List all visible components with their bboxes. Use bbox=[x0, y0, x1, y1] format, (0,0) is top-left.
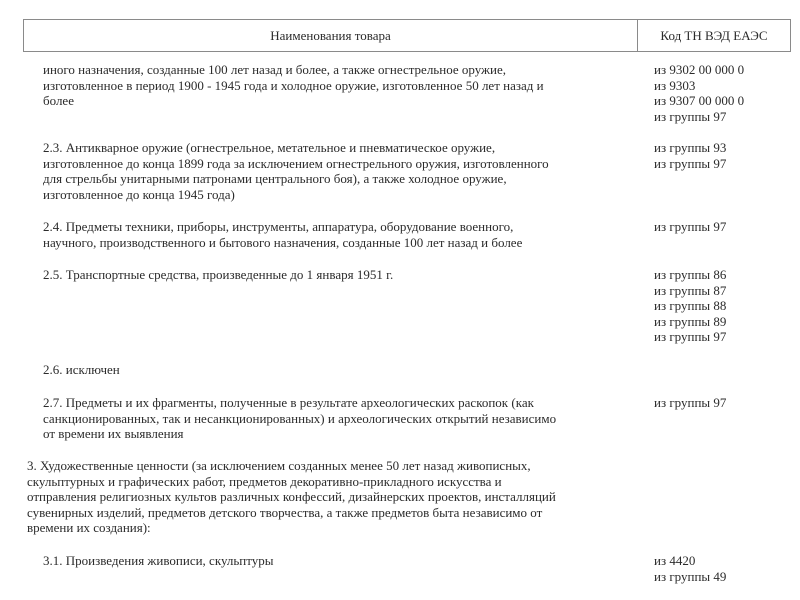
item-codes bbox=[654, 219, 726, 235]
description-line: отправления религиозных культов различных конфессий, дизайнерских проектов, инсталляций bbox=[27, 489, 556, 505]
item-description bbox=[43, 553, 274, 569]
description-line: более bbox=[43, 93, 74, 109]
code-line: из группы 93 bbox=[654, 140, 727, 155]
description-line: 2.6. исключен bbox=[43, 362, 120, 377]
code-line: из 9302 00 000 0 bbox=[654, 62, 745, 77]
description-line: изготовленное в период 1900 - 1945 года и холодное оружие, изготовленное 50 лет назад и bbox=[43, 77, 544, 93]
code-line: из 9307 00 000 0 bbox=[654, 93, 745, 109]
code-line: из группы 97 bbox=[654, 155, 727, 171]
code-line: из группы 49 bbox=[654, 568, 727, 584]
item-description bbox=[43, 140, 549, 202]
description-line: изготовленное до конца 1899 года за исключением огнестрельного оружия, изготовленного bbox=[43, 155, 549, 171]
code-line: из 9303 bbox=[654, 77, 696, 93]
description-line: научного, производственного и бытового назначения, созданные 100 лет назад и более bbox=[43, 234, 523, 250]
item-description bbox=[43, 267, 393, 283]
description-line: 2.7. Предметы и их фрагменты, полученные в результате археологических раскопок (как bbox=[43, 395, 534, 410]
item-description bbox=[27, 458, 556, 536]
item-description bbox=[43, 62, 544, 109]
item-codes bbox=[654, 140, 726, 171]
code-line: из группы 89 bbox=[654, 313, 727, 329]
description-line: скульптурных и графических работ, предметов декоративно-прикладного искусства и bbox=[27, 473, 502, 489]
item-codes bbox=[654, 267, 726, 345]
description-line: 3.1. Произведения живописи, скульптуры bbox=[43, 553, 274, 568]
item-description bbox=[43, 395, 556, 442]
item-codes bbox=[654, 62, 744, 124]
description-line: сувенирных изделий, предметов детского творчества, а также предметов быта независимо от bbox=[27, 504, 543, 520]
code-line: из 4420 bbox=[654, 553, 696, 568]
code-line: из группы 97 bbox=[654, 219, 727, 234]
description-line: изготовленное до конца 1945 года) bbox=[43, 186, 235, 202]
item-description bbox=[43, 362, 120, 378]
code-line: из группы 88 bbox=[654, 298, 727, 314]
code-line: из группы 97 bbox=[654, 395, 727, 410]
description-line: иного назначения, созданные 100 лет назад и более, а также огнестрельное оружие, bbox=[43, 62, 506, 77]
column-header-code: Код ТН ВЭД ЕАЭС bbox=[660, 27, 768, 43]
description-line: времени их создания): bbox=[27, 520, 151, 536]
description-line: 3. Художественные ценности (за исключением созданных менее 50 лет назад живописных, bbox=[27, 458, 531, 473]
table-header bbox=[23, 19, 791, 52]
description-line: от времени их выявления bbox=[43, 426, 184, 442]
code-line: из группы 97 bbox=[654, 108, 727, 124]
item-codes bbox=[654, 553, 726, 584]
code-line: из группы 97 bbox=[654, 329, 727, 345]
description-line: 2.4. Предметы техники, приборы, инструменты, аппаратура, оборудование военного, bbox=[43, 219, 514, 234]
description-line: 2.3. Антикварное оружие (огнестрельное, метательное и пневматическое оружие, bbox=[43, 140, 496, 155]
column-header-name: Наименования товара bbox=[24, 20, 638, 51]
code-line: из группы 87 bbox=[654, 282, 727, 298]
description-line: для стрельбы унитарными патронами центрального боя), а также холодное оружие, bbox=[43, 171, 507, 187]
description-line: санкционированных, так и несанкционированных) и археологических открытий независимо bbox=[43, 410, 557, 426]
item-codes bbox=[654, 395, 726, 411]
item-description bbox=[43, 219, 522, 250]
code-line: из группы 86 bbox=[654, 267, 727, 282]
description-line: 2.5. Транспортные средства, произведенные до 1 января 1951 г. bbox=[43, 267, 394, 282]
